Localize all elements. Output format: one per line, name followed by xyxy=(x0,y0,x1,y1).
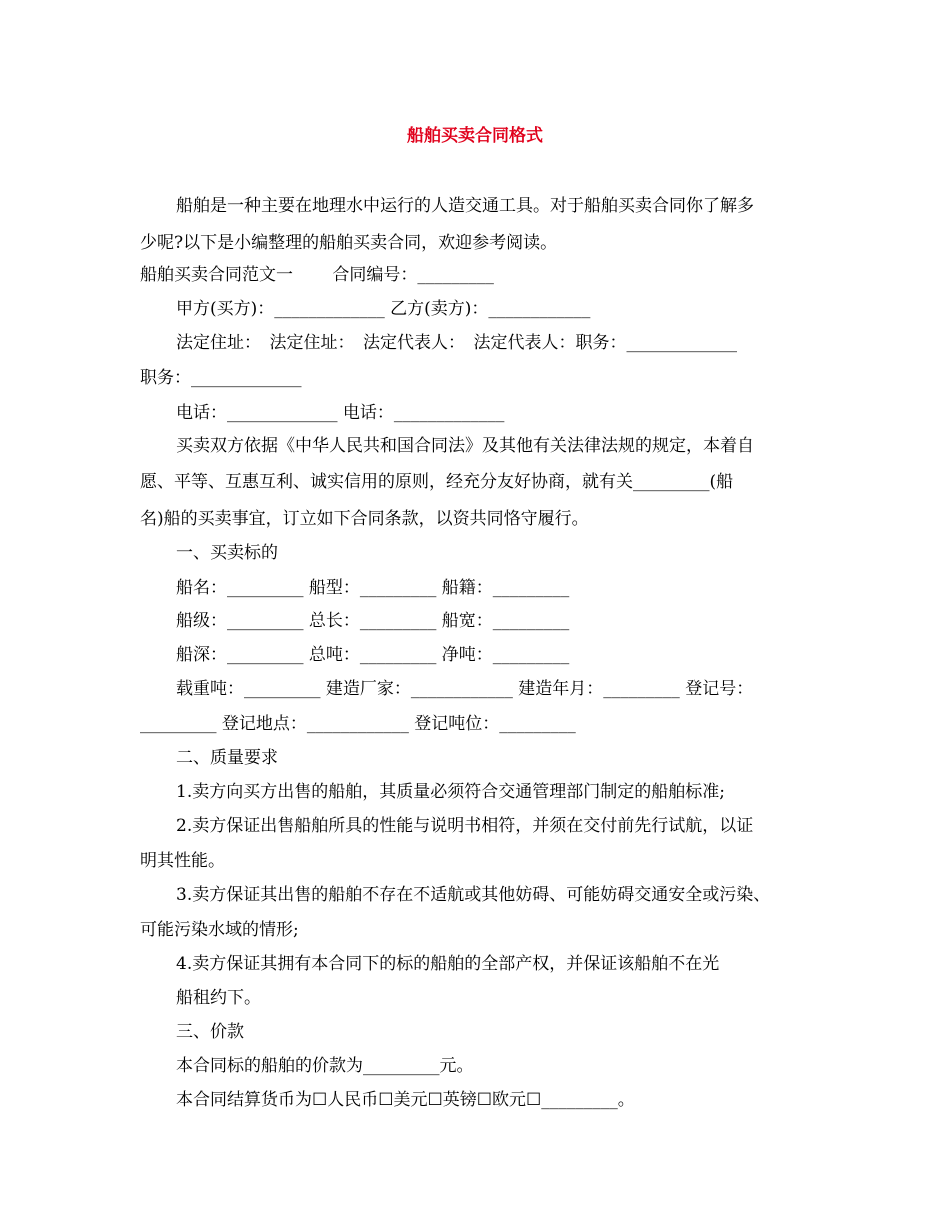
vessel-row-1: 船名：_________ 船型：_________ 船籍：_________ xyxy=(176,578,570,598)
preamble-line-1: 买卖双方依据《中华人民共和国合同法》及其他有关法律法规的规定，本着自 xyxy=(176,436,754,456)
vessel-row-3: 船深：_________ 总吨：_________ 净吨：_________ xyxy=(176,645,570,665)
party-line: 甲方(买方)：_____________ 乙方(卖方)：____________ xyxy=(176,299,591,319)
quality-item-1: 1.卖方向买方出售的船舶，其质量必须符合交通管理部门制定的船舶标准; xyxy=(176,782,725,802)
sample-heading: 船舶买卖合同范文一 合同编号：_________ xyxy=(140,265,494,285)
quality-item-4: 4.卖方保证其拥有本合同下的标的船舶的全部产权，并保证该船舶不在光 xyxy=(176,954,720,974)
document-title: 船舶买卖合同格式 xyxy=(407,126,543,146)
quality-item-2-cont: 明其性能。 xyxy=(140,851,225,871)
price-line: 本合同标的船舶的价款为_________元。 xyxy=(176,1056,474,1076)
currency-line: 本合同结算货币为☐人民币☐美元☐英镑☐欧元☐_________。 xyxy=(176,1090,635,1110)
phone-line: 电话：_____________ 电话：_____________ xyxy=(176,403,505,423)
section-3-heading: 三、价款 xyxy=(176,1022,244,1042)
quality-item-4-cont: 船租约下。 xyxy=(176,988,261,1008)
quality-item-2: 2.卖方保证出售船舶所具的性能与说明书相符，并须在交付前先行试航，以证 xyxy=(176,816,754,836)
vessel-row-5: _________ 登记地点：____________ 登记吨位：_________ xyxy=(140,714,576,734)
vessel-row-4: 载重吨：_________ 建造厂家：____________ 建造年月：_________ 登记号： xyxy=(176,679,754,699)
section-2-heading: 二、质量要求 xyxy=(176,748,278,768)
address-line: 法定住址： 法定住址： 法定代表人： 法定代表人：职务：_____________ xyxy=(176,333,737,353)
preamble-line-3: 名)船的买卖事宜，订立如下合同条款，以资共同恪守履行。 xyxy=(140,509,589,529)
intro-line-2: 少呢?以下是小编整理的船舶买卖合同，欢迎参考阅读。 xyxy=(140,233,558,253)
vessel-row-2: 船级：_________ 总长：_________ 船宽：_________ xyxy=(176,611,570,631)
preamble-line-2: 愿、平等、互惠互利、诚实信用的原则，经充分友好协商，就有关_________(船 xyxy=(140,472,734,492)
quality-item-3: 3.卖方保证其出售的船舶不存在不适航或其他妨碍、可能妨碍交通安全或污染、 xyxy=(176,885,771,905)
intro-line-1: 船舶是一种主要在地理水中运行的人造交通工具。对于船舶买卖合同你了解多 xyxy=(176,196,754,216)
position-line: 职务：_____________ xyxy=(140,368,302,388)
quality-item-3-cont: 可能污染水域的情形; xyxy=(140,920,299,940)
section-1-heading: 一、买卖标的 xyxy=(176,543,278,563)
